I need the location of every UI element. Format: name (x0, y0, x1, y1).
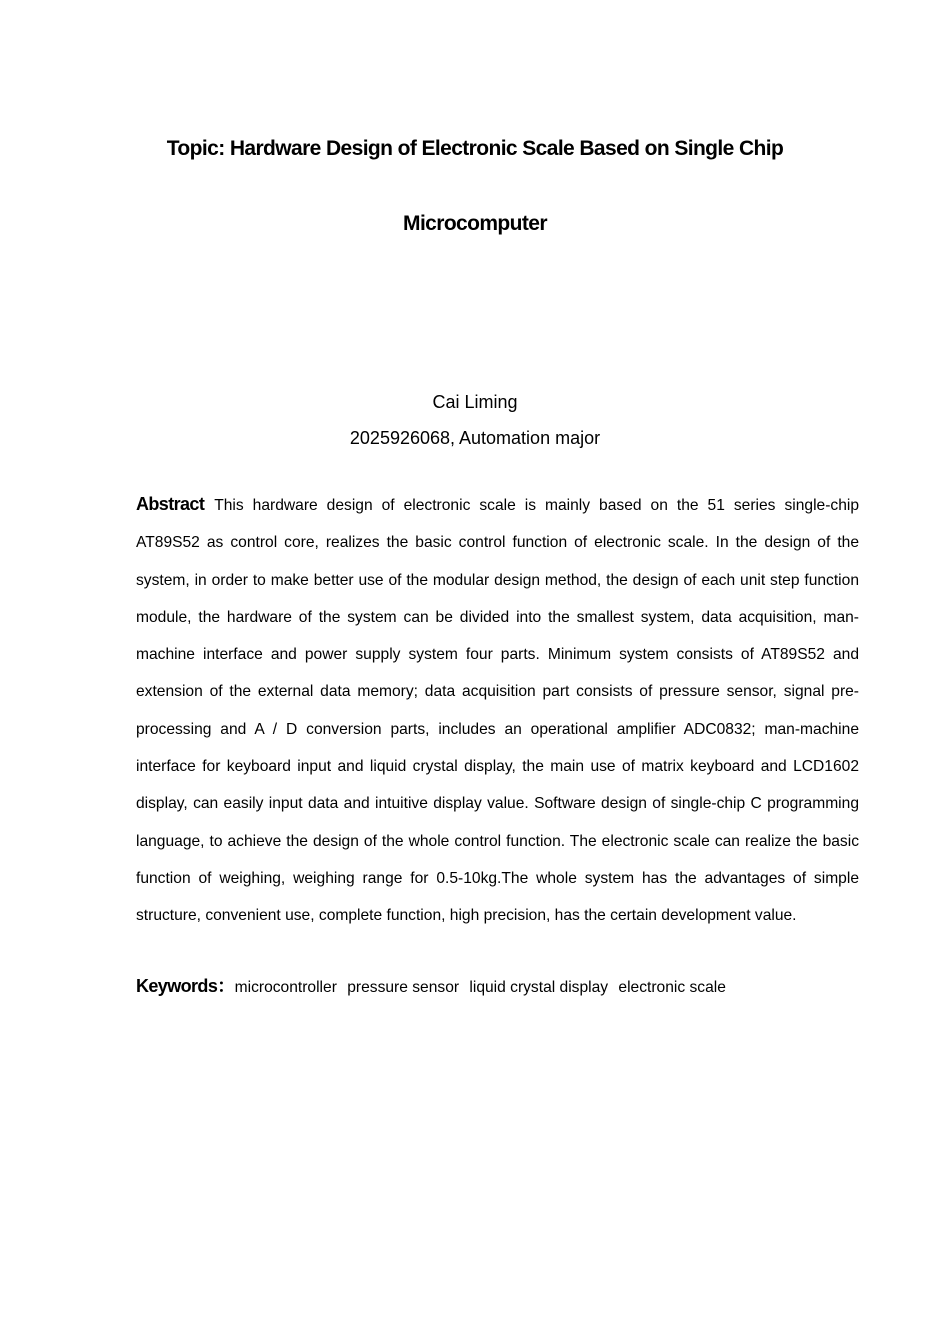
author-block (0, 384, 950, 456)
abstract-text: This hardware design of electronic scale is mainly based on the 51 series single-chip AT89S52 as control core, realizes the basic control function of electronic scale. In the design of the system, in order to make better use of the modular design method, the design of each unit step function module, the hardware of the system can be divided into the smallest system, data acquisition, man-machine interface and power supply system four parts. Minimum system consists of AT89S52 and extension of the external data memory; data acquisition part consists of pressure sensor, signal pre-processing and A / D conversion parts, includes an operational amplifier ADC0832; man-machine interface for keyboard input and liquid crystal display, the main use of matrix keyboard and LCD1602 display, can easily input data and intuitive display value. Software design of single-chip C programming language, to achieve the design of the whole control function. The electronic scale can realize the basic function of weighing, weighing range for 0.5-10kg.The whole system has the advantages of simple structure, convenient use, complete function, high precision, has the certain development value. (136, 497, 859, 925)
title-line-1: Topic: Hardware Design of Electronic Scale Based on Single Chip (166, 137, 784, 160)
keyword-item: microcontroller (234, 979, 337, 996)
keywords-line (136, 970, 859, 1004)
keyword-item: pressure sensor (347, 979, 460, 996)
title-line-2: Microcomputer (403, 212, 547, 235)
author-name: Cai Liming (432, 392, 518, 412)
keyword-item: liquid crystal display (469, 979, 609, 996)
keywords-label: Keywords： (136, 976, 235, 996)
keyword-item: electronic scale (618, 979, 726, 996)
author-id-major: 2025926068, Automation major (349, 428, 601, 448)
abstract-label: Abstract (136, 494, 205, 514)
abstract-paragraph (136, 486, 859, 935)
